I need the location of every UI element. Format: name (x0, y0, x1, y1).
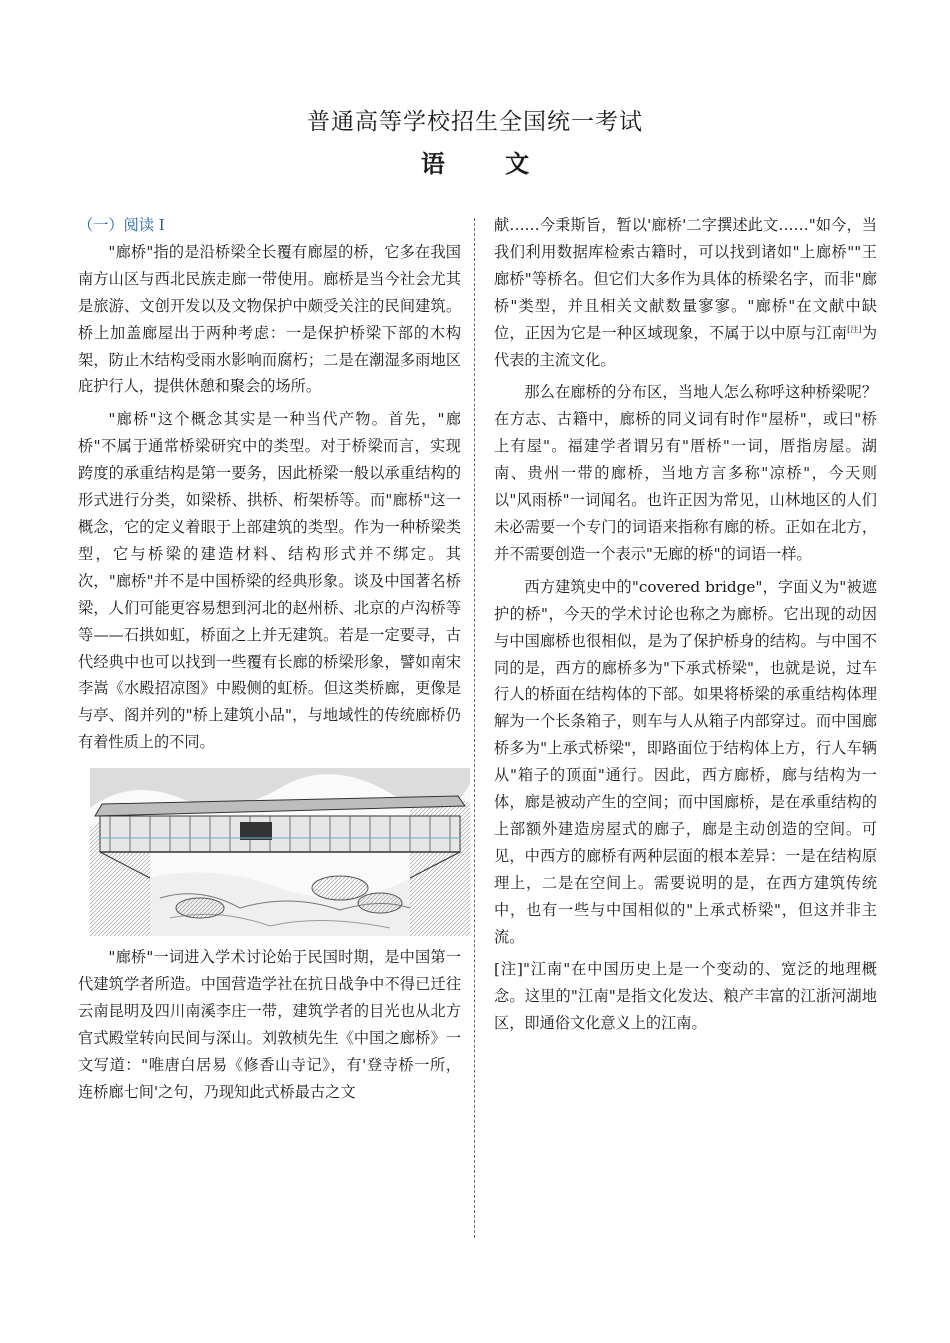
section-heading (78, 212, 461, 239)
footnote: [注]"江南"在中国历史上是一个变动的、宽泛的地理概念。这里的"江南"是指文化发达、粮产丰富的江浙河湖地区，即通俗文化意义上的江南。 (494, 960, 877, 1033)
exam-title: 普通高等学校招生全国统一考试 (307, 109, 643, 135)
paragraph: "廊桥"指的是沿桥梁全长覆有廊屋的桥，它多在我国南方山区与西北民族走廊一带使用。廊桥是当今社会尤其是旅游、文创开发以及文物保护中颇受关注的民间建筑。桥上加盖廊屋出于两种考虑：一是保护桥梁下部的木构架，防止木结构受雨水影响而腐朽；二是在潮湿多雨地区庇护行人，提供休憩和聚会的场所。 (78, 242, 461, 396)
section-label: 阅读 I (123, 216, 165, 234)
paragraph-text: 为代表的主流文化。 (494, 323, 878, 369)
paragraph: "廊桥"一词进入学术讨论始于民国时期，是中国第一代建筑学者所造。中国营造学社在抗日战争中不得已迁往云南昆明及四川南溪李庄一带，建筑学者的目光也从北方官式殿堂转向民间与深山。刘敦桢先生《中国之廊桥》一文写道："唯唐白居易《修香山寺记》，有'登寺桥一所，连桥廊七间'之句，乃现知此式桥最古之文 (78, 948, 461, 1101)
right-column (494, 212, 877, 1037)
paragraph-continued (494, 212, 877, 373)
footnote-marker: [注] (847, 324, 862, 334)
section-number: （一） (78, 216, 124, 234)
paragraph-text: 献……今秉斯旨，暂以'廊桥'二字撰述此文……"如今，当我们利用数据库检索古籍时，可以找到诸如"上廊桥""王廊桥"等桥名。但它们大多作为具体的桥梁名字，而非"廊桥"类型，并且相关文献数量寥寥。"廊桥"在文献中缺位，正因为它是一种区域现象，不属于以中原与江南 (494, 216, 877, 342)
paragraph: "廊桥"这个概念其实是一种当代产物。首先，"廊桥"不属于通常桥梁研究中的类型。对于桥梁而言，实现跨度的承重结构是第一要务，因此桥梁一般以承重结构的形式进行分类，如梁桥、拱桥、桁架桥等。而"廊桥"这一概念，它的定义着眼于上部建筑的类型。作为一种桥梁类型，它与桥梁的建造材料、结构形式并不绑定。其次，"廊桥"并不是中国桥梁的经典形象。谈及中国著名桥梁，人们可能更容易想到河北的赵州桥、北京的卢沟桥等等——石拱如虹，桥面之上并无建筑。若是一定要寻，古代经典中也可以找到一些覆有长廊的桥梁形象，譬如南宋李嵩《水殿招凉图》中殿侧的虹桥。但这类桥廊，更像是与亭、阁并列的"桥上建筑小品"，与地域性的传统廊桥仍有着性质上的不同。 (78, 410, 461, 752)
covered-bridge-illustration (90, 768, 470, 936)
column-divider (474, 218, 475, 1238)
paragraph: 西方建筑史中的"covered bridge"，字面义为"被遮护的桥"，今天的学术讨论也称之为廊桥。它出现的动因与中国廊桥也很相似，是为了保护桥身的结构。与中国不同的是，西方的廊桥多为"下承式桥梁"，也就是说，过车行人的桥面在结构体的下部。如果将桥梁的承重结构体理解为一个长条箱子，则车与人从箱子内部穿过。而中国廊桥多为"上承式桥梁"，即路面位于结构体上方，行人车辆从"箱子的顶面"通行。因此，西方廊桥，廊与结构为一体，廊是被动产生的空间；而中国廊桥，是在承重结构的上部额外建造房屋式的廊子，廊是主动创造的空间。可见，中西方的廊桥有两种层面的根本差异：一是在结构原理上，二是在空间上。需要说明的是，在西方建筑传统中，也有一些与中国相似的"上承式桥梁"，但这并非主流。 (494, 577, 877, 946)
paragraph: 那么在廊桥的分布区，当地人怎么称呼这种桥梁呢？在方志、古籍中，廊桥的同义词有时作"屋桥"，或曰"桥上有屋"。福建学者谓另有"厝桥"一词，厝指房屋。湖南、贵州一带的廊桥，当地方言多称"凉桥"，今天则以"风雨桥"一词闻名。也许正因为常见，山林地区的人们未必需要一个专门的词语来指称有廊的桥。正如在北方，并不需要创造一个表示"无廊的桥"的词语一样。 (494, 383, 877, 563)
left-column (78, 212, 461, 1106)
subject-title: 语 文 (420, 149, 556, 178)
